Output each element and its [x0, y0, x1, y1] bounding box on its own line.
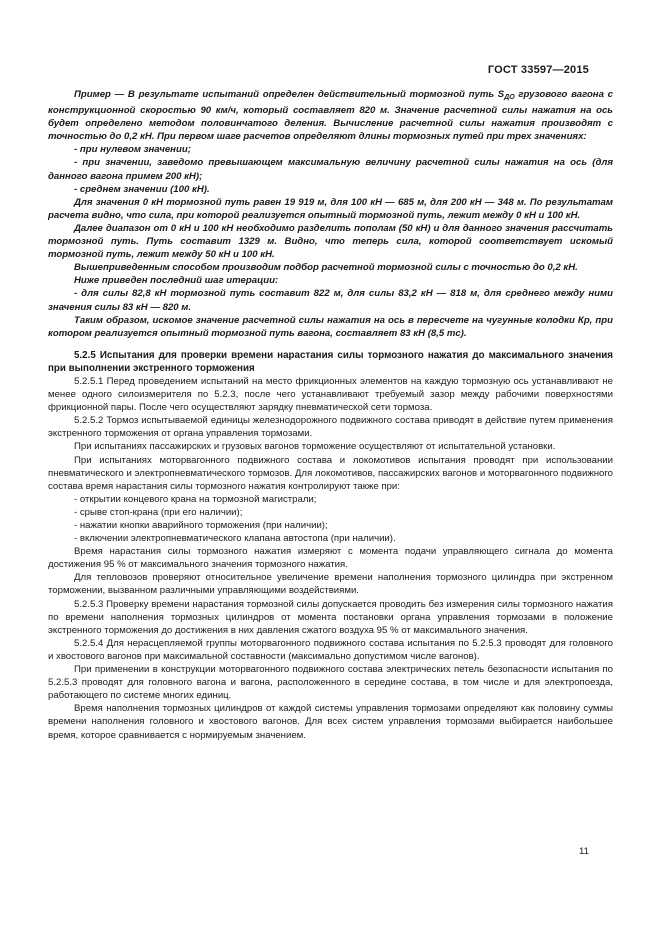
example-text: Пример — В результате испытаний определен действительный тормозной путь S: [74, 89, 505, 100]
paragraph: Время наполнения тормозных цилиндров от каждой системы управления тормозами определяют как половину суммы времени наполнения головного и хвостового вагонов. Для всех систем управления тормозами выбирается наибольшее время, которое сравнивается с нормируемым значением.: [48, 703, 613, 741]
paragraph: 5.2.5.4 Для нерасцепляемой группы моторвагонного подвижного состава испытания по 5.2.5.3 проводят для головного и хвостового вагонов при максимальной составности (максимально допустимом числе вагонов).: [48, 637, 613, 662]
example-paragraph: Таким образом, искомое значение расчетной силы нажатия на ось в пересчете на чугунные колодки Кр, при котором реализуется опытный тормозной путь вагона, составляет 83 кН (8,5 тс).: [48, 314, 613, 339]
subscript: ДО: [504, 94, 515, 101]
paragraph: При испытаниях моторвагонного подвижного состава и локомотивов испытания проводят при использовании пневматического и электропневматического тормозов. Для локомотивов, пассажирских вагонов и моторвагонного подвижного состава время нарастания силы тормозного нажатия контролируют также при:: [48, 454, 613, 492]
example-list-item: - при нулевом значении;: [74, 144, 191, 156]
example-paragraph: Вышеприведенным способом производим подбор расчетной тормозной силы с точностью до 0,2 кН.: [74, 262, 578, 274]
paragraph: 5.2.5.1 Перед проведением испытаний на место фрикционных элементов на каждую тормозную ось устанавливают не менее одного силоизмерителя по 5.2.3, после чего устанавливают требуемый зазор между рабочими поверхностями фрикционной пары. После чего осуществляют зарядку пневматической сети тормоза.: [48, 375, 613, 414]
example-paragraph: - для силы 82,8 кН тормозной путь составит 822 м, для силы 83,2 кН — 818 м, для среднего между ними значения силы 83 кН — 820 м.: [48, 288, 613, 313]
list-item: - открытии концевого крана на тормозной магистрали;: [74, 493, 317, 505]
example-text: грузового вагона с конструкционной скоростью 90 км/ч, который составляет 820 м. Значение расчетной силы нажатия на ось будет определено методом половинчатого деления. Вычисление расчетной силы нажатия производят с точностью до 0,2 кН. При первом шаге расчетов определяют длины тормозных путей при трех значениях:: [48, 89, 613, 143]
list-item: - срыве стоп-крана (при его наличии);: [74, 506, 243, 518]
document-id: ГОСТ 33597—2015: [487, 64, 589, 76]
paragraph: 5.2.5.3 Проверку времени нарастания тормозной силы допускается проводить без измерения силы тормозного нажатия по времени наполнения тормозных цилиндров от момента постановки органа управления тормозами в положение экстренного торможения до достижения в них давления сжатого воздуха 95 % от максимального значения.: [48, 598, 613, 636]
example-block: [48, 88, 613, 340]
page-content: [48, 88, 613, 742]
paragraph: 5.2.5.2 Тормоз испытываемой единицы железнодорожного подвижного состава приводят в действие путем применения экстренного торможения от органа управления тормозами.: [48, 415, 613, 440]
page-number: 11: [579, 846, 589, 857]
example-paragraph: [48, 88, 613, 143]
paragraph: При применении в конструкции моторвагонного подвижного состава электрических петель безопасности испытания по 5.2.5.3 проводят для головного вагона и вагона, расположенного в середине состава, в том числе и для электропоезда, работающего по системе многих единиц.: [48, 664, 613, 702]
example-list-item: - при значении, заведомо превышающем максимальную величину расчетной силы нажатия на ось (для данного вагона примем 200 кН);: [48, 157, 613, 182]
example-paragraph: Ниже приведен последний шаг итерации:: [74, 275, 279, 287]
example-list-item: - среднем значении (100 кН).: [74, 183, 210, 195]
example-paragraph: Для значения 0 кН тормозной путь равен 19 919 м, для 100 кН — 685 м, для 200 кН — 348 м. По результатам расчета видно, что сила, при которой реализуется опытный тормозной путь, лежит между 0 кН и 100 кН.: [48, 196, 613, 221]
example-paragraph: Далее диапазон от 0 кН и 100 кН необходимо разделить пополам (50 кН) и для данного значения рассчитать тормозной путь. Путь составит 1329 м. Видно, что теперь сила, которой соответствует искомый тормозной путь, лежит между 50 кН и 100 кН.: [48, 222, 613, 261]
paragraph: Время нарастания силы тормозного нажатия измеряют с момента подачи управляющего сигнала до момента достижения 95 % от максимального значения тормозного нажатия.: [48, 546, 613, 571]
list-item: - включении электропневматического клапана автостопа (при наличии).: [74, 533, 396, 545]
paragraph: При испытаниях пассажирских и грузовых вагонов торможение осуществляют от испытательной установки.: [74, 441, 556, 453]
section-heading: 5.2.5 Испытания для проверки времени нарастания силы тормозного нажатия до максимального значения при выполнении экстренного торможения: [48, 349, 613, 374]
paragraph: Для тепловозов проверяют относительное увеличение времени наполнения тормозного цилиндра при экстренном торможении, вызванном различными управляющими воздействиями.: [48, 572, 613, 597]
list-item: - нажатии кнопки аварийного торможения (при наличии);: [74, 520, 328, 531]
